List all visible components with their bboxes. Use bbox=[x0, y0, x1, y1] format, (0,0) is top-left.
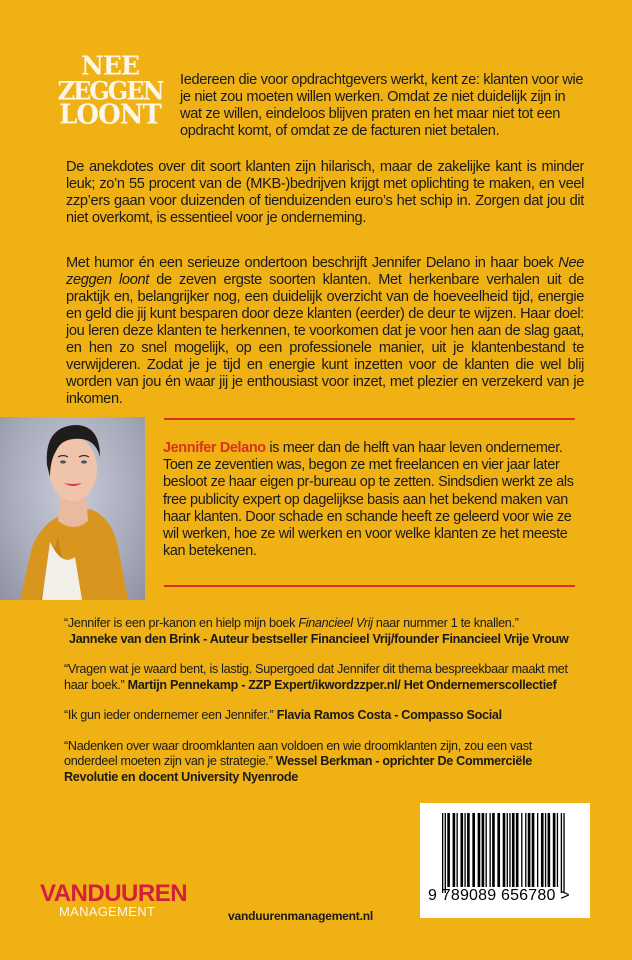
paragraph-anecdotes: De anekdotes over dit soort klanten zijn hilarisch, maar de zakelijke kant is minder leuk; zo’n 55 procent van de (MKB-)bedrijven krijgt met oplichting te maken, en veel zzp’ers gaan voor duizenden of tienduizenden euro’s het schip in. Zorgen dat jou dit niet overkomt, is essentieel voor je onderneming. bbox=[66, 159, 584, 226]
barcode-bar bbox=[545, 813, 546, 887]
barcode-bar bbox=[507, 813, 508, 887]
publisher-website[interactable]: vanduurenmanagement.nl bbox=[228, 909, 373, 923]
testimonial bbox=[64, 739, 584, 786]
intro-paragraph: Iedereen die voor opdrachtgevers werkt, kent ze: klanten voor wie je niet zou moeten willen werken. Omdat ze niet duidelijk zijn in wat ze willen, eindeloos blijven praten en het maar niet tot een opdracht komt, of omdat ze de facturen niet betalen. bbox=[180, 72, 584, 139]
barcode-bar bbox=[521, 813, 522, 887]
isbn-digits: 9 789089 656780 > bbox=[428, 887, 570, 904]
barcode-bar bbox=[445, 813, 446, 893]
divider-top bbox=[164, 418, 575, 420]
barcode-bar bbox=[528, 813, 531, 887]
divider-bottom bbox=[164, 585, 575, 587]
summary-text-after: de zeven ergste soorten klanten. Met herkenbare verhalen uit de praktijk en, belangrijker nog, een duidelijk overzicht van de hoeveelheid tijd, energie en geld die jij kunt besparen door deze klanten (eerder) de deur te wijzen. Haar doel: jou leren deze klanten te herkennen, te voorkomen dat je voor hen aan de slag gaat, en hen zo snel mogelijk, op een professionele manier, uit je klantenbestand te verwijderen. Zodat je je tijd en energie kunt inzetten voor de klanten die wel blij worden van jou én waar jij je enthousiast voor inzet, met plezier en verzekerd van je inkomen. bbox=[66, 272, 584, 407]
barcode-bar bbox=[525, 813, 526, 887]
barcode-bar bbox=[492, 813, 495, 887]
barcode-bar bbox=[486, 813, 487, 887]
barcode-bar bbox=[541, 813, 544, 887]
title-line-1: NEE bbox=[81, 50, 139, 81]
publisher-logo bbox=[40, 880, 200, 919]
summary-book-title: Nee zeggen loont bbox=[66, 255, 584, 288]
barcode-bar bbox=[553, 813, 556, 887]
title-line-3: LOONT bbox=[59, 99, 161, 131]
book-title-logo bbox=[40, 50, 180, 131]
testimonial bbox=[64, 662, 584, 693]
barcode-bars bbox=[442, 813, 566, 893]
barcode-bar bbox=[472, 813, 475, 887]
barcode-bar bbox=[482, 813, 485, 887]
isbn-barcode bbox=[420, 803, 590, 918]
barcode-bar bbox=[503, 813, 506, 887]
quote-text: “Nadenken over waar droomklanten aan voldoen en wie droomklanten zijn, zou een vast onderdeel moeten zijn van je strategie.” bbox=[64, 738, 532, 768]
author-photo bbox=[0, 417, 145, 600]
author-name: Jennifer Delano bbox=[163, 440, 266, 456]
quote-text-end: naar nummer 1 te knallen.” bbox=[372, 616, 519, 630]
title-line-2: ZEGGEN bbox=[57, 75, 163, 106]
quote-text: “Ik gun ieder ondernemer een Jennifer.” bbox=[64, 708, 274, 722]
barcode-bar bbox=[457, 813, 458, 887]
barcode-bar bbox=[478, 813, 481, 887]
quote-text: “Jennifer is een pr-kanon en hielp mijn boek bbox=[64, 616, 299, 630]
barcode-bar bbox=[460, 813, 463, 887]
author-bio-text: is meer dan de helft van haar leven ondernemer. Toen ze zeventien was, begon ze met freelancen en vier jaar later besloot ze haar eigen pr-bureau op te zetten. Sindsdien werkt ze als free publicity expert op dagelijkse basis aan het bekend maken van haar klanten. Door schade en schande heeft ze geleerd voor wie ze wil werken, hoe ze wil werken en voor welke klanten ze het meeste kan betekenen. bbox=[163, 440, 574, 560]
barcode-bar bbox=[464, 813, 465, 887]
barcode-bar bbox=[442, 813, 443, 893]
publisher-name: VANDUUREN bbox=[40, 880, 188, 907]
barcode-bar bbox=[497, 813, 500, 887]
barcode-bar bbox=[532, 813, 535, 887]
author-bio bbox=[163, 440, 583, 560]
barcode-bar bbox=[548, 813, 551, 887]
paragraph-summary bbox=[66, 255, 584, 408]
quote-attribution: Janneke van den Brink - Auteur bestseller Financieel Vrij/founder Financieel Vrije Vrouw bbox=[69, 631, 569, 646]
quote-attribution: Wessel Berkman - oprichter De Commerciële Revolutie en docent University Nyenrode bbox=[64, 754, 532, 784]
barcode-bar bbox=[516, 813, 519, 887]
summary-text-before: Met humor én een serieuze ondertoon beschrijft Jennifer Delano in haar boek bbox=[66, 255, 559, 271]
barcode-bar bbox=[467, 813, 470, 887]
barcode-bar bbox=[557, 813, 558, 887]
testimonials bbox=[64, 616, 584, 800]
quote-text: “Vragen wat je waard bent, is lastig. Supergoed dat Jennifer dit thema bespreekbaar maakt met haar boek.” bbox=[64, 662, 568, 692]
publisher-subname: MANAGEMENT bbox=[59, 904, 156, 919]
barcode-bar bbox=[561, 813, 562, 893]
quote-attribution: Martijn Pennekamp - ZZP Expert/ikwordzzper.nl/ Het Ondernemerscollectief bbox=[127, 677, 557, 692]
quote-attribution: Flavia Ramos Costa - Compasso Social bbox=[276, 708, 502, 722]
testimonial bbox=[64, 616, 584, 647]
barcode-bar bbox=[537, 813, 538, 887]
barcode-bar bbox=[509, 813, 510, 887]
barcode-bar bbox=[489, 813, 490, 887]
quote-book-title: Financieel Vrij bbox=[298, 616, 373, 630]
barcode-bar bbox=[512, 813, 515, 887]
barcode-bar bbox=[447, 813, 450, 887]
barcode-bar bbox=[453, 813, 456, 887]
barcode-bar bbox=[563, 813, 564, 893]
testimonial bbox=[64, 708, 584, 724]
